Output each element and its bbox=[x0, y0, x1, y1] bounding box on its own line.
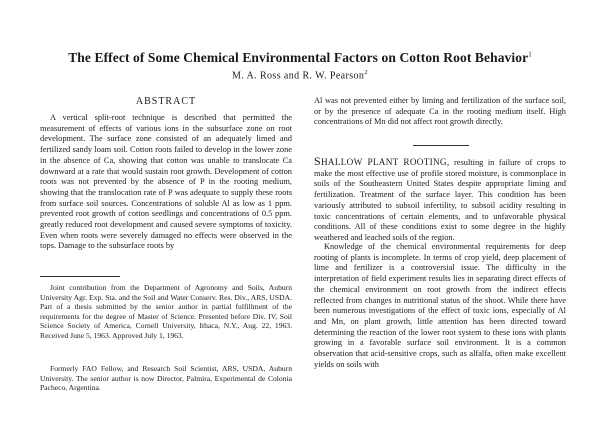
abstract-heading: ABSTRACT bbox=[135, 96, 197, 107]
body-lead bbox=[314, 154, 450, 168]
abstract-continuation: Al was not prevented either by liming and fertilization of the surface soil, or by the presence of adequate Ca in the rooting medium itself. High concentrations of Mn did not affect root growth directly. bbox=[314, 96, 566, 127]
authors-text: M. A. Ross and R. W. Pearson bbox=[232, 70, 365, 82]
body-lead-initial: S bbox=[314, 154, 321, 168]
authors-footnote-mark: 2 bbox=[364, 69, 368, 76]
body-paragraph-1 bbox=[314, 156, 566, 244]
footnote-rule bbox=[40, 276, 120, 277]
body-paragraph-1-text: resulting in failure of crops to make the most effective use of profile stored moisture, is commonplace in soils of the Southeastern United States despite appropriate liming and fertilization. Treatment of the surface layer. This condition has been variously attributed to subsoil infertility, to subsoil acidity resulting in toxic concentrations of certain elements, and to unfavorable physical conditions. All of these conditions exist to some degree in the highly weathered and leached soils of the region. bbox=[314, 158, 566, 242]
body-lead-caps: HALLOW PLANT ROOTING, bbox=[320, 157, 450, 167]
paper-authors bbox=[0, 69, 600, 81]
footnote-1: Joint contribution from the Department of Agronomy and Soils, Auburn University Agr. Exp. Sta. and the Soil and Water Conserv. Res. Div., ARS, USDA. Part of a thesis submitted by the senior author in partial fulfillment of the requirements for the degree of Master of Science. Presented before Div. IV, Soil Science Society of America, Cornell University, Ithaca, N.Y., Aug. 22, 1963. Received June 5, 1963. Approved July 1, 1963. bbox=[40, 283, 292, 340]
abstract-text: A vertical split-root technique is described that permitted the measurement of effects of various ions in the subsurface zone on root development. The surface zone consisted of an adequately limed and fertilized sandy loam soil. Cotton roots failed to develop in the lower zone in the absence of Ca, showing that cotton was unable to translocate Ca downward at a rate that would sustain root growth. Development of cotton roots was not prevented by the absence of P in the rooting medium, showing that the translocation rate of P was adequate to supply these roots from surface soil sources. Concentrations of soluble Al as low as 1 ppm. prevented root growth of cotton seedlings and concentrations of 0.5 ppm. greatly reduced root development and caused severe symptoms of toxicity. Even when roots were severely damaged no effects were observed in the tops. Damage to the subsurface roots by bbox=[40, 113, 292, 251]
title-footnote-mark: 1 bbox=[528, 50, 532, 59]
footnote-2: Formerly FAO Fellow, and Research Soil Scientist, ARS, USDA, Auburn University. The senior author is now Director, Palmira, Experimental de Colonia Pacheco, Argentina. bbox=[40, 364, 292, 393]
paper-title bbox=[0, 50, 600, 66]
title-text: The Effect of Some Chemical Environmental Factors on Cotton Root Behavior bbox=[68, 50, 529, 65]
section-divider bbox=[413, 145, 469, 146]
body-paragraph-2: Knowledge of the chemical environmental requirements for deep rooting of plants is incomplete. In terms of crop yield, deep placement of lime and fertilizer is a controversial issue. The difficulty in the interpretation of field experiment results lies in separating direct effects of the chemical environment on root growth from the indirect effects reflected from changes in nutritional status of the shoot. While there have been numerous investigations of the effect of toxic ions, especially of Al and Mn, on plant growth, little attention has been directed toward determining the reaction of the lower root system to these ions with plants growing in a favorable surface soil environment. It is a common observation that acid-sensitive crops, such as alfalfa, often make excellent yields on soils with bbox=[314, 242, 566, 369]
